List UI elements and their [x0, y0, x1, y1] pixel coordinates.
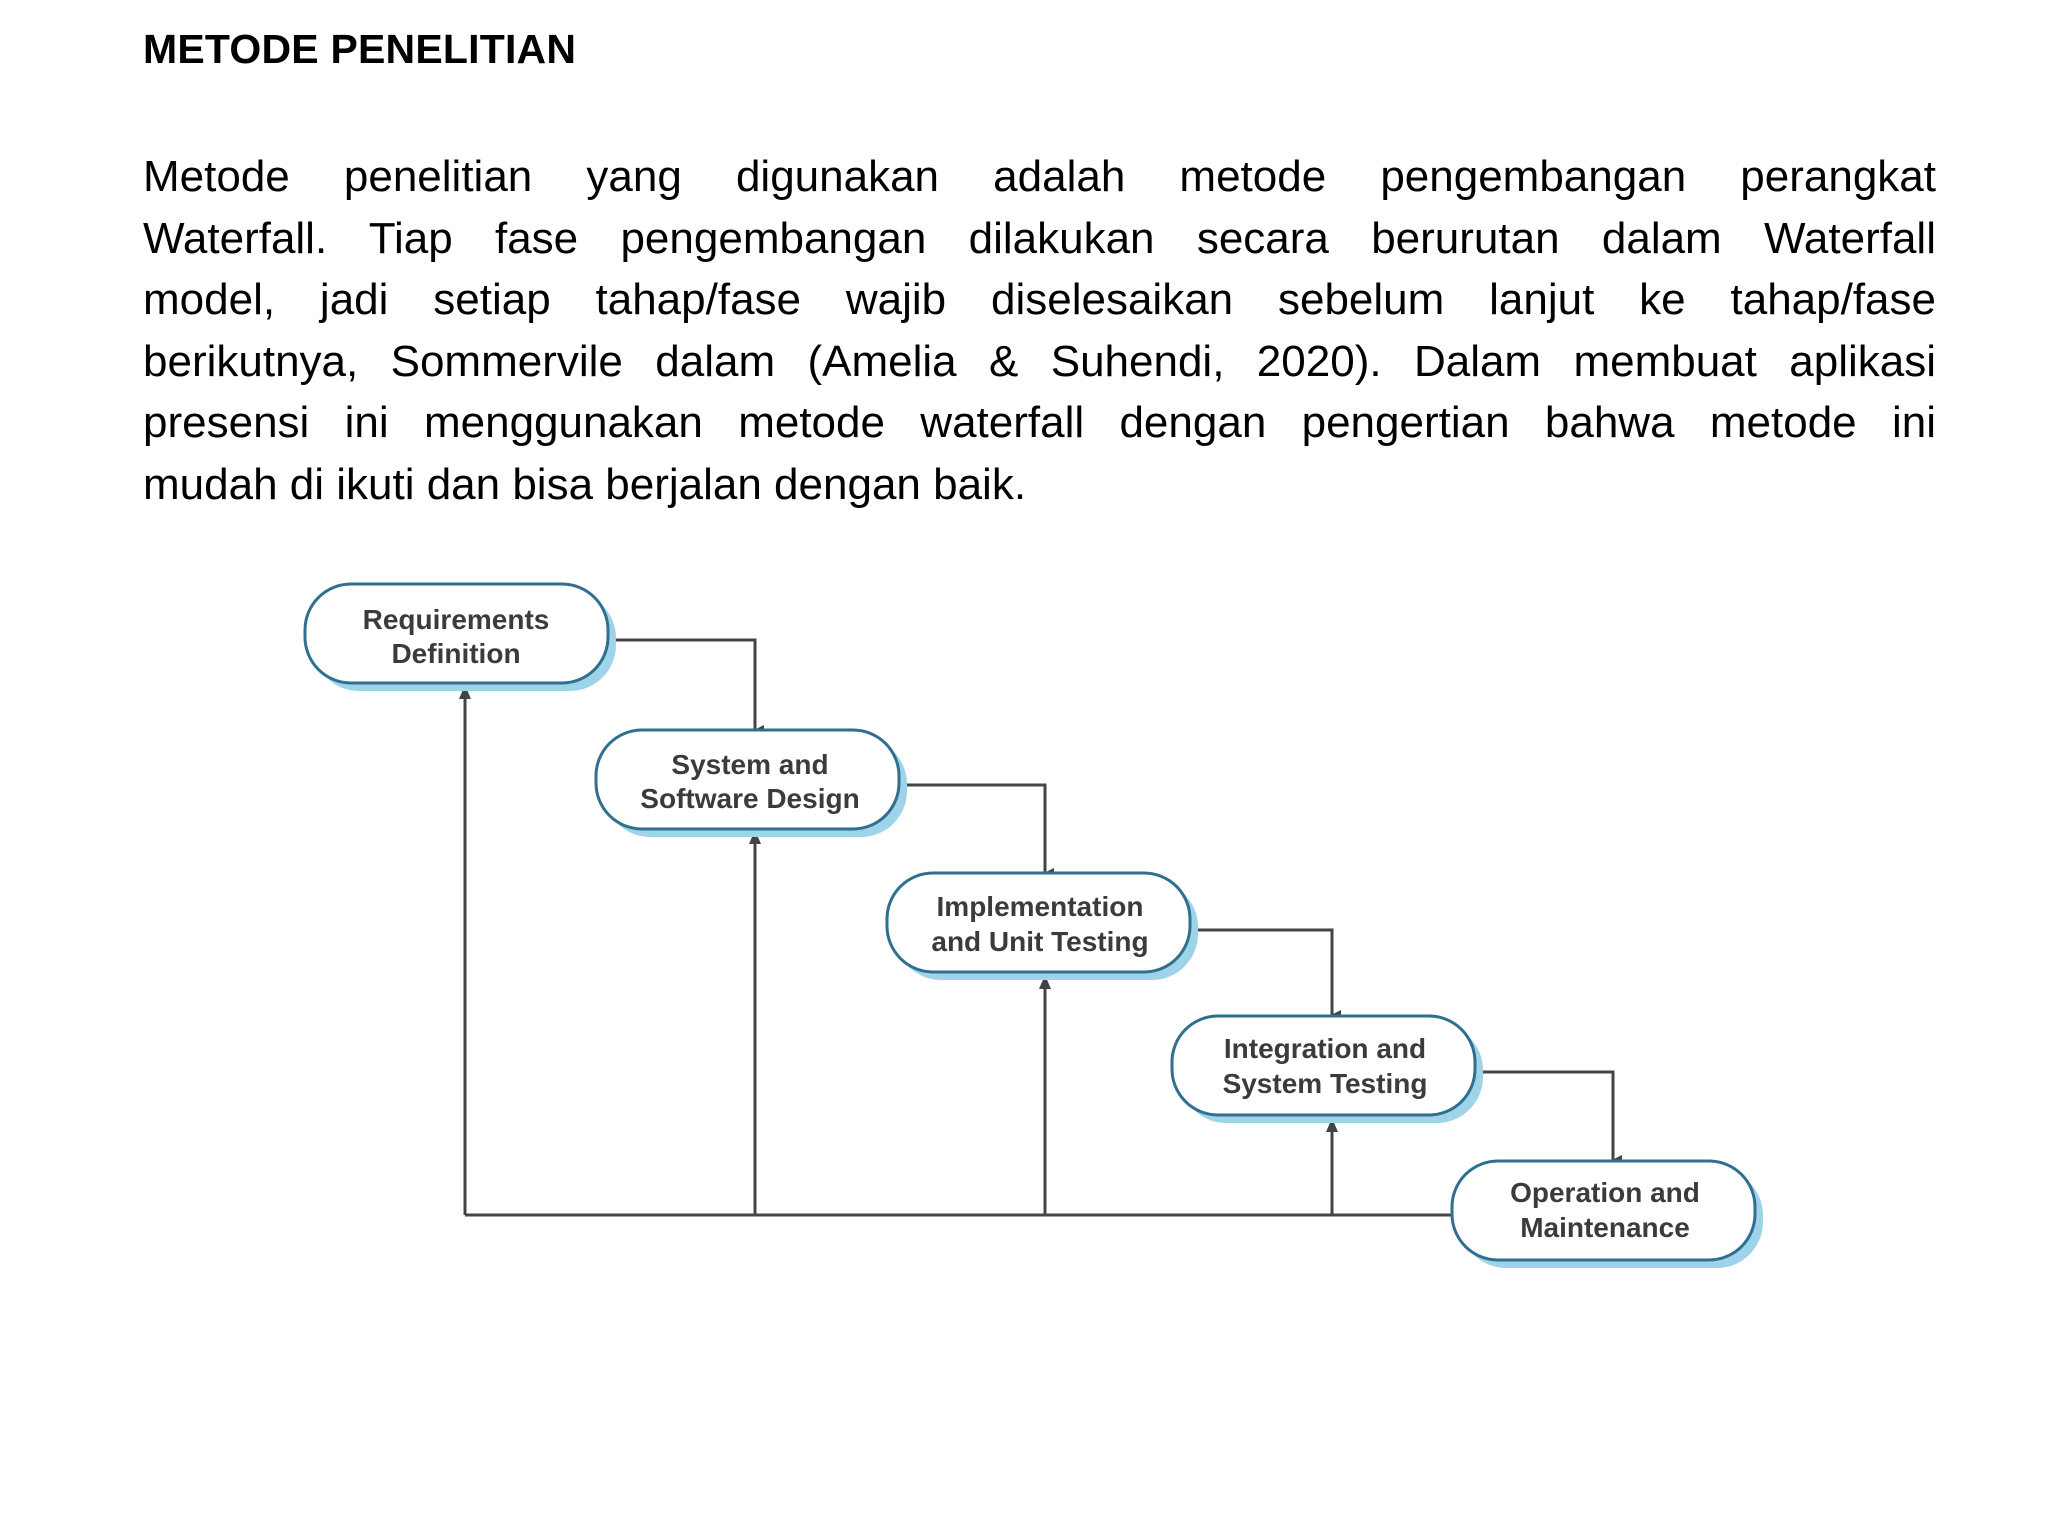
slide-title: METODE PENELITIAN [143, 26, 577, 72]
paragraph-line: presensi ini menggunakan metode waterfall dengan pengertian bahwa metode ini [143, 398, 1936, 448]
paragraph-line: Waterfall. Tiap fase pengembangan dilakukan secara berurutan dalam Waterfall [143, 213, 1936, 263]
flow-arrow [610, 640, 755, 730]
stage-box [887, 873, 1190, 972]
stage-label-line2: System Testing [1222, 1068, 1428, 1099]
stage-label-line2: Maintenance [1520, 1212, 1690, 1243]
stage-label-line2: Software Design [640, 783, 860, 814]
stage-box [1452, 1161, 1755, 1260]
stage-label-line2: and Unit Testing [931, 926, 1149, 957]
stage-design [596, 730, 907, 837]
stage-implementation [887, 873, 1198, 980]
stage-label-line1: Operation and [1510, 1177, 1700, 1208]
stage-label-line1: System and [671, 749, 829, 780]
paragraph-line: Metode penelitian yang digunakan adalah metode pengembangan perangkat [143, 152, 1936, 201]
stage-requirements [305, 584, 616, 691]
flow-arrow [1475, 1072, 1613, 1160]
stage-box [1172, 1016, 1475, 1115]
stage-label-line2: Definition [391, 638, 521, 669]
paragraph-line: model, jadi setiap tahap/fase wajib diselesaikan sebelum lanjut ke tahap/fase [143, 275, 1936, 325]
flow-arrow [1190, 930, 1332, 1015]
paragraph-line: mudah di ikuti dan bisa berjalan dengan baik. [143, 459, 1027, 509]
stage-operation [1452, 1161, 1763, 1268]
stage-label-line1: Integration and [1223, 1033, 1427, 1064]
stage-label-line1: Implementation [936, 891, 1144, 922]
waterfall-diagram-svg [280, 575, 1800, 1295]
body-paragraph [143, 146, 1936, 516]
waterfall-diagram [280, 575, 1800, 1295]
stage-label-line1: Requirements [362, 604, 550, 635]
flow-arrow [900, 785, 1045, 873]
stage-integration [1172, 1016, 1483, 1123]
paragraph-line: berikutnya, Sommervile dalam (Amelia & Suhendi, 2020). Dalam membuat aplikasi [143, 336, 1936, 386]
